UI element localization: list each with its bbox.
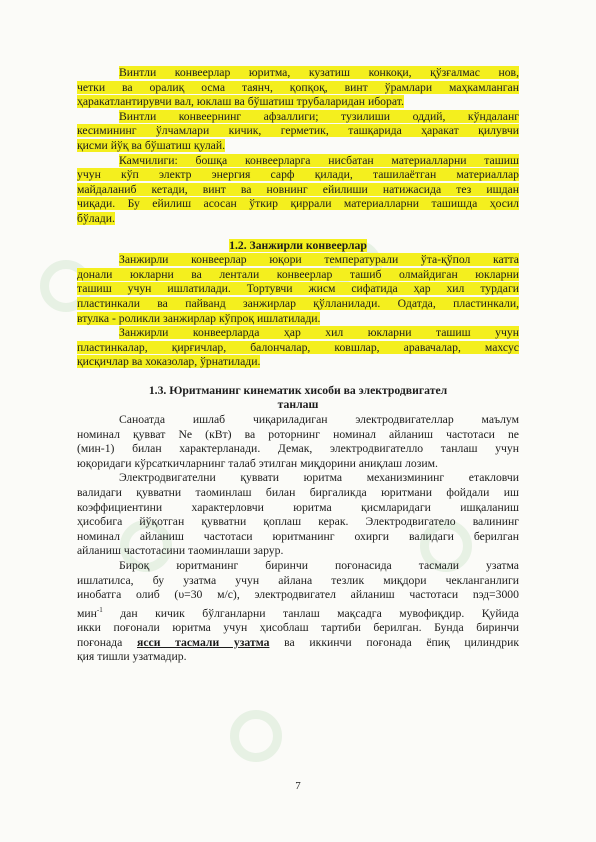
text-line: Винтли конвеернинг афзаллиги; тузилиши оддий, кўндаланг [119, 109, 519, 123]
text-line: номинал айланиш частотаси юритманинг охирги валидаги берилган [77, 529, 519, 543]
text-line: қисқичлар ва хоказолар, ўрнатилади. [77, 355, 261, 369]
text-line: пластинкали ва пайванд занжирлар қўлланилади. Одатда, пластинкали, [77, 296, 519, 310]
text-line: айланиш частотасини таоминлаши зарур. [77, 544, 284, 558]
text-line: номинал қувват Nе (кВт) ва роторнинг номинал айланиш частотаси nе [77, 427, 519, 441]
text-line: бўлади. [77, 211, 115, 225]
line-rest: дан кичик бўлганларни танлаш мақсадга мувофиқдир. Қуйида [102, 606, 519, 620]
section-heading [77, 384, 519, 413]
heading-text: 1.2. Занжирли конвеерлар [229, 238, 367, 252]
text-line: Винтли конвеерлар юритма, кузатиш конкоқи, қўзғалмас нов, [119, 66, 519, 79]
paragraph [77, 253, 519, 326]
text-line: учун кўп электр энергия сарф қилади, ташилаётган материаллар [77, 168, 519, 182]
text-line: Занжирли конвеерларда ҳар хил юкларни ташиш учун [119, 326, 519, 340]
text-line: ишлатилса, бу узатма учун айлана тезлик миқдори чекланганлиги [77, 573, 519, 587]
text-line: Электродвигателни қуввати юритма механизмининг етакловчи [119, 471, 519, 485]
unit-exponent: -1 [96, 605, 103, 614]
text-line: майдаланиб кетади, винт ва новнинг ейилиши натижасида тез ишдан [77, 182, 519, 196]
paragraph [77, 471, 519, 559]
text-line: икки поғонали юритма учун ҳисоблаш тартиби берилган. Бунда биринчи [77, 621, 519, 635]
section-kinematic-calculation [77, 413, 519, 665]
document-page [77, 66, 519, 665]
text-line: кесимининг ўлчамлари кичик, герметик, ташқарида ҳаракат қилувчи [77, 124, 519, 138]
unit-text: мин [77, 606, 97, 620]
text-line: қия тишли узатмадир. [77, 650, 187, 664]
paragraph [77, 559, 519, 665]
text-line: четки ва оралиқ осма таянч, қопқоқ, винт ўрамлари маҳкамланган [77, 80, 519, 94]
text-line: пластинкалар, қирғичлар, балончалар, ковшлар, аравачалар, махсус [77, 340, 519, 354]
page-number: 7 [295, 780, 301, 792]
paragraph [77, 110, 519, 154]
text-line: (мин-1) билан характерланади. Демак, электродвигателло танлаш учун [77, 442, 519, 456]
paragraph [77, 326, 519, 370]
section-screw-conveyors [77, 66, 519, 227]
text-line: донали юкларни ва лентали конвеерлар ташиб олмайдиган юкларни [77, 267, 519, 281]
text-line: ҳаракатлантирувчи вал, юклаш ва бўшатиш трубаларидан иборат. [77, 95, 404, 109]
text-line: чиқади. Бу ейилиш асосан ўткир қиррали материалларни ташишда ҳосил [77, 197, 519, 211]
text-line [77, 603, 519, 621]
paragraph [77, 154, 519, 227]
text-line: валидаги қувватни таоминлаш билан биргаликда юритмани фойдали иш [77, 486, 519, 500]
text-line: инобатга олиб (υ=30 м/с), электродвигател айланиш частотаси nэд=3000 [77, 588, 519, 602]
text-line: Саноатда ишлаб чиқариладиган электродвигателлар маълум [119, 413, 519, 427]
text-line: коэффициентини характерловчи юритма қисмларидаги ишқаланиш [77, 500, 519, 514]
watermark [230, 710, 282, 762]
paragraph [77, 66, 519, 110]
paragraph [77, 413, 519, 471]
line-start: поғонада [77, 635, 138, 649]
emphasized-term: ясси тасмали узатма [137, 635, 270, 649]
section-heading [77, 239, 519, 254]
text-line: Камчилиги: бошқа конвеерларга нисбатан материалларни ташиш [119, 153, 519, 167]
text-line: Занжирли конвеерлар юқори температурали ўта-қўпол катта [119, 253, 519, 267]
text-line: юқоридаги кўрсаткичларнинг талаб этилган миқдорини аниқлаш лозим. [77, 456, 438, 470]
heading-line: танлаш [277, 398, 319, 412]
heading-line: 1.3. Юритманинг кинематик хисоби ва электродвигател [148, 383, 448, 397]
line-rest: ва иккинчи поғонада ёпиқ цилиндрик [269, 635, 519, 649]
text-line: ҳисобига йўқотган қувватни қоплаш керак. Электродвигатело валининг [77, 515, 519, 529]
text-line: Бироқ юритманинг биринчи поғонасида тасмали узатма [119, 559, 519, 572]
text-line: ташиш учун ишлатилади. Тортувчи жисм сифатида ҳар хил турдаги [77, 282, 519, 296]
text-line: втулка - роликли занжирлар кўпроқ ишлатилади. [77, 311, 321, 325]
text-line: қисми йўқ ва бўшатиш қулай. [77, 138, 226, 152]
section-chain-conveyors [77, 253, 519, 370]
text-line [77, 636, 519, 651]
